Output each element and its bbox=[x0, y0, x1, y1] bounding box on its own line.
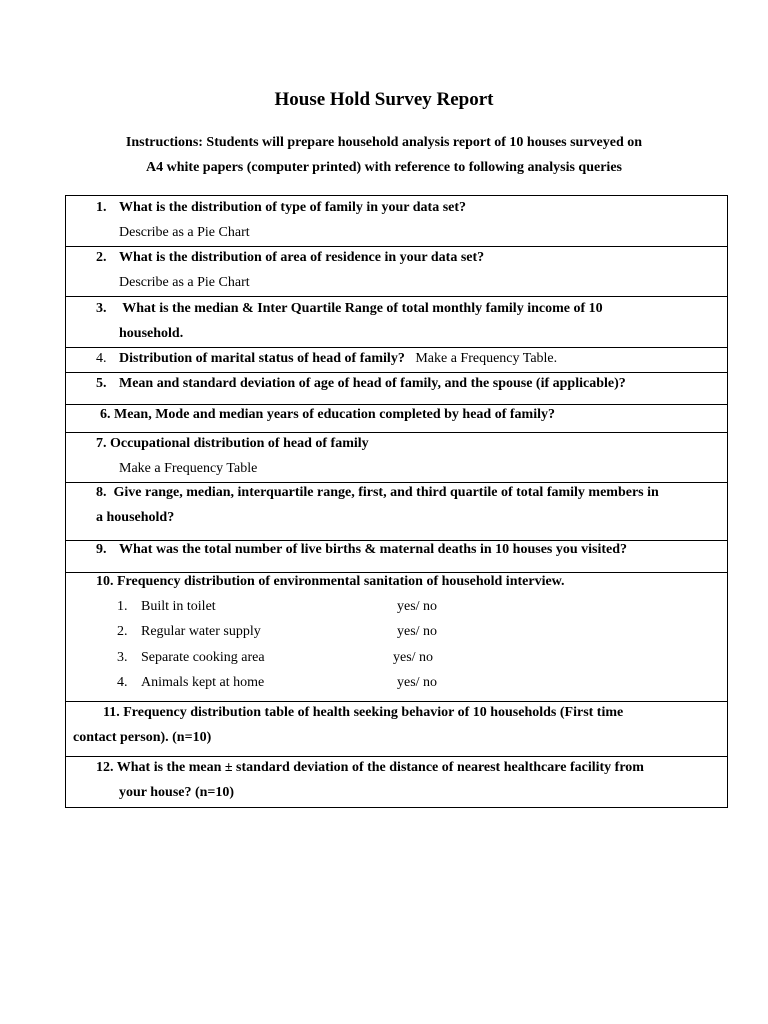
question-text: 7. Occupational distribution of head of family bbox=[96, 436, 369, 451]
question-row-10 bbox=[66, 572, 727, 701]
question-row-2 bbox=[66, 246, 727, 296]
question-note: Make a Frequency Table. bbox=[415, 351, 558, 366]
sanitation-item-answer: yes/ no bbox=[393, 650, 434, 665]
question-number: 2. bbox=[96, 250, 107, 265]
question-text-continued: contact person). (n=10) bbox=[73, 730, 212, 745]
question-row-6 bbox=[66, 404, 727, 432]
sanitation-item-label: Separate cooking area bbox=[141, 650, 265, 665]
question-text: What is the distribution of area of residence in your data set? bbox=[119, 250, 485, 265]
question-text: Distribution of marital status of head of family? bbox=[119, 351, 405, 366]
question-number: 3. bbox=[96, 301, 107, 316]
question-number: 1. bbox=[96, 200, 107, 215]
question-number: 9. bbox=[96, 542, 107, 557]
question-text: 6. Mean, Mode and median years of education completed by head of family? bbox=[100, 407, 555, 422]
question-note: Make a Frequency Table bbox=[119, 461, 258, 476]
sanitation-item-answer: yes/ no bbox=[397, 599, 438, 614]
survey-questions-table bbox=[65, 195, 728, 808]
question-row-11 bbox=[66, 701, 727, 756]
question-text-continued: your house? (n=10) bbox=[119, 785, 235, 800]
question-number: 4. bbox=[96, 351, 107, 366]
question-text: What is the median & Inter Quartile Range of total monthly family income of 10 bbox=[119, 301, 603, 316]
instructions bbox=[0, 131, 768, 180]
question-text: 11. Frequency distribution table of health seeking behavior of 10 households (First time bbox=[103, 705, 624, 720]
sanitation-item-label: Animals kept at home bbox=[141, 675, 265, 690]
question-text: 8. Give range, median, interquartile range, first, and third quartile of total family members in bbox=[96, 485, 659, 500]
sanitation-item-number: 1. bbox=[117, 599, 128, 614]
question-row-9 bbox=[66, 540, 727, 572]
sanitation-item-answer: yes/ no bbox=[397, 624, 438, 639]
sanitation-item-answer: yes/ no bbox=[397, 675, 438, 690]
question-note: Describe as a Pie Chart bbox=[119, 225, 250, 240]
instructions-line-1: Instructions: Students will prepare household analysis report of 10 houses surveyed on bbox=[125, 135, 643, 150]
question-text: What is the distribution of type of family in your data set? bbox=[119, 200, 467, 215]
sanitation-item-label: Built in toilet bbox=[141, 599, 216, 614]
question-text: 12. What is the mean ± standard deviation of the distance of nearest healthcare facility from bbox=[96, 760, 644, 775]
sanitation-item-number: 3. bbox=[117, 650, 128, 665]
question-text: Mean and standard deviation of age of head of family, and the spouse (if applicable)? bbox=[119, 376, 626, 391]
instructions-line-2: A4 white papers (computer printed) with reference to following analysis queries bbox=[146, 159, 622, 175]
report-title: House Hold Survey Report bbox=[274, 89, 494, 110]
question-row-7 bbox=[66, 432, 727, 482]
question-row-12 bbox=[66, 756, 727, 807]
question-note: Describe as a Pie Chart bbox=[119, 275, 250, 290]
question-text-continued: a household? bbox=[96, 510, 175, 525]
question-row-8 bbox=[66, 482, 727, 540]
question-number: 5. bbox=[96, 376, 107, 391]
question-row-5 bbox=[66, 372, 727, 404]
question-row-3 bbox=[66, 296, 727, 347]
question-text-line bbox=[119, 346, 557, 371]
question-row-1 bbox=[66, 196, 727, 246]
sanitation-item-label: Regular water supply bbox=[141, 624, 261, 639]
sanitation-item-number: 2. bbox=[117, 624, 128, 639]
question-text-continued: household. bbox=[119, 326, 184, 341]
sanitation-item-number: 4. bbox=[117, 675, 128, 690]
question-row-4 bbox=[66, 347, 727, 372]
question-text: 10. Frequency distribution of environmental sanitation of household interview. bbox=[96, 574, 565, 589]
question-text: What was the total number of live births & maternal deaths in 10 houses you visited? bbox=[119, 542, 628, 557]
